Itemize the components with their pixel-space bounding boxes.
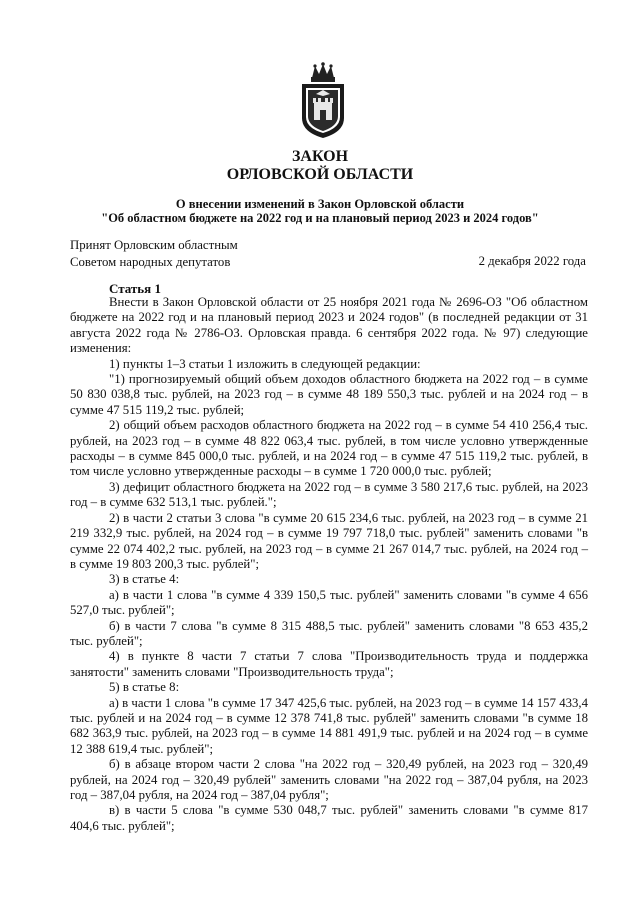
- paragraph: 2) общий объем расходов областного бюджета на 2022 год – в сумме 54 410 256,4 тыс. рублей, на 2023 год – в сумме 48 822 063,4 тыс. рублей, в том числе условно утвержденные расходы – в сумме 845 000,0 тыс. рублей, и на 2024 год – в сумме 47 515 119,2 тыс. рублей, в том числе условно утвержденные расходы – в сумме 1 720 000,0 тыс. рублей;: [70, 418, 588, 479]
- adopted-by-line2: Советом народных депутатов: [70, 255, 231, 269]
- article-heading: Статья 1: [109, 281, 161, 296]
- paragraph: б) в абзаце втором части 2 слова "на 2022 год – 320,49 рублей, на 2023 год – 320,49 рублей, на 2024 год – 320,49 рублей" заменить словами "на 2022 год – 387,04 рубля, на 2023 год – 387,04 рубля, на 2024 год – 387,04 рубля";: [70, 757, 588, 802]
- paragraph: 1) пункты 1–3 статьи 1 изложить в следующей редакции:: [109, 356, 421, 371]
- coat-of-arms-emblem: [298, 62, 348, 140]
- paragraph: в) в части 5 слова "в сумме 530 048,7 тыс. рублей" заменить словами "в сумме 817 404,6 тыс. рублей";: [70, 803, 588, 833]
- article-body: [70, 295, 588, 834]
- law-title: ЗАКОН: [291, 148, 349, 165]
- paragraph: б) в части 7 слова "в сумме 8 315 488,5 тыс. рублей" заменить словами "8 653 435,2 тыс. рублей";: [70, 618, 588, 648]
- adopted-by: [70, 237, 238, 271]
- law-subtitle-line1: О внесении изменений в Закон Орловской области: [175, 197, 465, 211]
- adopted-by-line1: Принят Орловским областным: [70, 238, 238, 252]
- adoption-date: 2 декабря 2022 года: [478, 254, 586, 268]
- paragraph: 3) в статье 4:: [109, 572, 180, 587]
- paragraph: 4) в пункте 8 части 7 статьи 7 слова "Производительность труда и поддержка занятости" заменить словами "Производительность труда";: [70, 649, 588, 679]
- paragraph: Внести в Закон Орловской области от 25 ноября 2021 года № 2696-ОЗ "Об областном бюджете на 2022 год и на плановый период 2023 и 2024 годов" (в последней редакции от 31 августа 2022 года № 2786-ОЗ. Орловская правда. 6 сентября 2022 года. № 97) следующие изменения:: [70, 295, 588, 356]
- region-title: ОРЛОВСКОЙ ОБЛАСТИ: [226, 166, 414, 183]
- paragraph: "1) прогнозируемый общий объем доходов областного бюджета на 2022 год – в сумме 50 830 038,8 тыс. рублей, на 2023 год – в сумме 48 189 550,3 тыс. рублей и на 2024 год – в сумме 47 515 119,2 тыс. рублей;: [70, 372, 588, 417]
- paragraph: а) в части 1 слова "в сумме 17 347 425,6 тыс. рублей, на 2023 год – в сумме 14 157 433,4 тыс. рублей и на 2024 год – в сумме 12 378 741,8 тыс. рублей" заменить словами "в сумме 18 682 363,9 тыс. рублей, на 2023 год – в сумме 14 881 491,9 тыс. рублей и на 2024 год – в сумме 12 388 619,4 тыс. рублей";: [70, 695, 588, 756]
- paragraph: 5) в статье 8:: [109, 680, 180, 695]
- paragraph: 2) в части 2 статьи 3 слова "в сумме 20 615 234,6 тыс. рублей, на 2023 год – в сумме 21 219 332,9 тыс. рублей, на 2024 год – в сумме 19 797 718,0 тыс. рублей" заменить словами "в сумме 22 074 402,2 тыс. рублей, на 2023 год – в сумме 21 267 014,7 тыс. рублей, на 2024 год – в сумме 19 803 200,3 тыс. рублей";: [70, 510, 588, 571]
- law-subtitle-line2: "Об областном бюджете на 2022 год и на плановый период 2023 и 2024 годов": [101, 211, 539, 225]
- paragraph: 3) дефицит областного бюджета на 2022 год – в сумме 3 580 217,6 тыс. рублей, на 2023 год – в сумме 632 513,1 тыс. рублей.";: [70, 479, 588, 510]
- paragraph: а) в части 1 слова "в сумме 4 339 150,5 тыс. рублей" заменить словами "в сумме 4 656 527,0 тыс. рублей";: [70, 587, 588, 618]
